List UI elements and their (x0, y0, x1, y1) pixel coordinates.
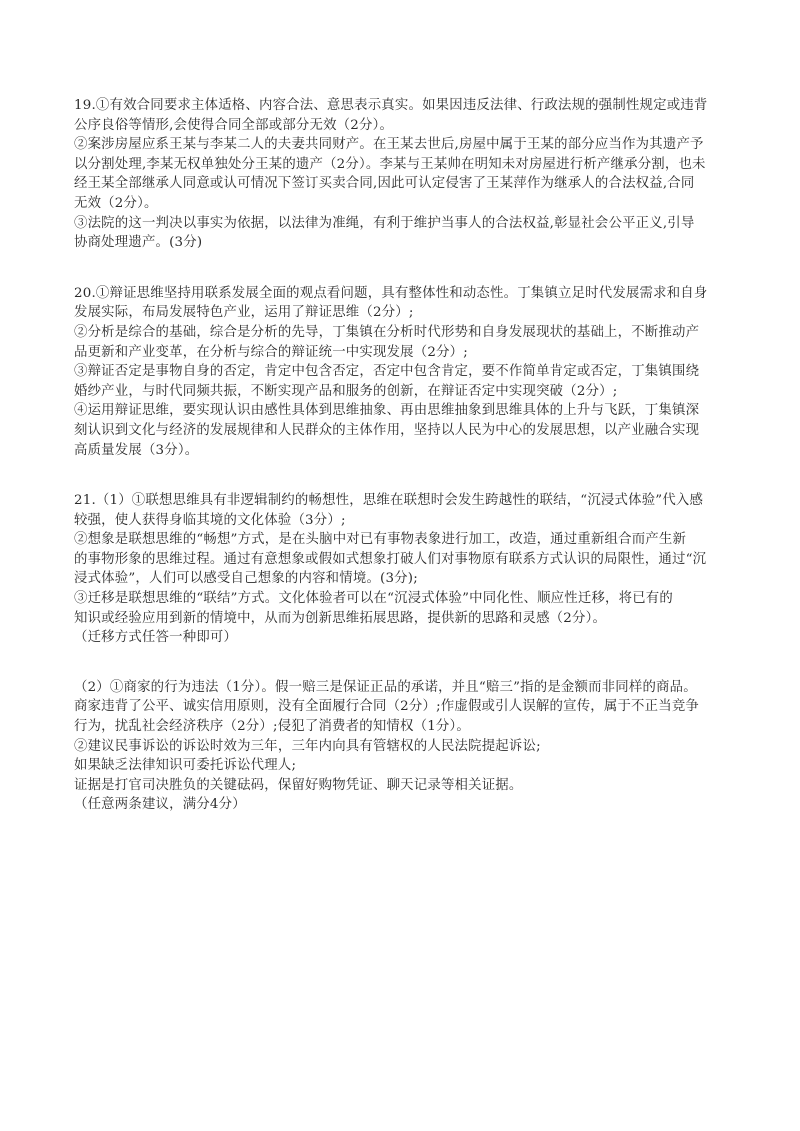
q21-2-line: 商家违背了公平、诚实信用原则，没有全面履行合同（2分）;作虚假或引人误解的宣传，属于不正当竞争 (74, 699, 700, 715)
q21-1-line: 21.（1）①联想思维具有非逻辑制约的畅想性，思维在联想时会发生跨越性的联结，“沉浸式体验”代入感 (74, 493, 704, 509)
q20-line: 发展实际，布局发展特色产业，运用了辩证思维（2分）; (74, 305, 414, 321)
q21-1-line: 浸式体验”，人们可以感受自己想象的内容和情境。(3分); (74, 571, 418, 587)
section-gap (74, 460, 736, 491)
q21-2-line: 行为，扰乱社会经济秩序（2分）;侵犯了消费者的知情权（1分）。 (74, 719, 470, 735)
q20-line: ②分析是综合的基础，综合是分析的先导，丁集镇在分析时代形势和自身发展现状的基础上，不断推动产 (74, 324, 700, 340)
q21-1-line: （迁移方式任答一种即可） (74, 630, 238, 646)
q20-line: 婚纱产业，与时代同频共振，不断实现产品和服务的创新，在辩证否定中实现突破（2分）; (74, 383, 618, 399)
q21-2-line: 证据是打官司决胜负的关键砝码，保留好购物凭证、聊天记录等相关证据。 (74, 777, 523, 793)
q19-line: 无效（2分）。 (74, 195, 158, 211)
q21-2-line: （2）①商家的行为违法（1分）。假一赔三是保证正品的承诺，并且“赔三”指的是金额而非同样的商品。 (74, 679, 697, 695)
q20-line: 刻认识到文化与经济的发展规律和人民群众的主体作用，坚持以人民为中心的发展思想，以产业融合实现 (74, 422, 700, 438)
q19-line: ③法院的这一判决以事实为依据，以法律为准绳，有利于维护当事人的合法权益,彰显社会公平正义,引导 (74, 215, 695, 231)
q21-1-line: 知识或经验应用到新的情境中，从而为创新思维拓展思路，提供新的思路和灵感（2分）。 (74, 610, 607, 626)
q19-line: 公序良俗等情形,会使得合同全部或部分无效（2分）。 (74, 117, 394, 133)
q20-line: 高质量发展（3分）。 (74, 442, 199, 458)
question-20-answer (74, 284, 736, 460)
q20-line: ③辩证否定是事物自身的否定，肯定中包含否定，否定中包含肯定，要不作简单肯定或否定，丁集镇围绕 (74, 364, 700, 380)
q20-line: ④运用辩证思维，要实现认识由感性具体到思维抽象、再由思维抽象到思维具体的上升与飞跃，丁集镇深 (74, 403, 700, 419)
section-gap (74, 648, 736, 678)
section-gap (74, 253, 736, 284)
q21-1-line: 较强，使人获得身临其境的文化体验（3分）; (74, 512, 346, 528)
q20-line: 20.①辩证思维坚持用联系发展全面的观点看问题，具有整体性和动态性。丁集镇立足时代发展需求和自身 (74, 285, 708, 301)
q21-1-line: ②想象是联想思维的“畅想”方式，是在头脑中对已有事物表象进行加工，改造，通过重新组合而产生新 (74, 532, 687, 548)
question-21-part-1-answer (74, 491, 736, 648)
q19-line: 19.①有效合同要求主体适格、内容合法、意思表示真实。如果因违反法律、行政法规的强制性规定或违背 (74, 98, 708, 113)
q19-line: 以分割处理,李某无权单独处分王某的遗产（2分）。李某与王某帅在明知未对房屋进行析产继承分割，也未 (74, 156, 706, 172)
q19-line: 经王某全部继承人同意或认可情况下签订买卖合同,因此可认定侵害了王某萍作为继承人的合法权益,合同 (74, 176, 695, 192)
q21-2-line: 如果缺乏法律知识可委托诉讼代理人; (74, 758, 297, 774)
question-19-answer (74, 96, 736, 253)
q21-1-line: 的事物形象的思维过程。通过有意想象或假如式想象打破人们对事物原有联系方式认识的局限性，通过“沉 (74, 551, 707, 567)
q21-2-line: ②建议民事诉讼的诉讼时效为三年，三年内向具有管辖权的人民法院提起诉讼; (74, 738, 541, 754)
q20-line: 品更新和产业变革，在分析与综合的辩证统一中实现发展（2分）; (74, 344, 468, 360)
q19-line: ②案涉房屋应系王某与李某二人的夫妻共同财产。在王某去世后,房屋中属于王某的部分应当作为其遗产予 (74, 137, 704, 153)
q19-line: 协商处理遗产。(3分) (74, 235, 203, 251)
q21-2-line: （任意两条建议，满分4分） (74, 797, 246, 813)
answer-content (74, 96, 736, 815)
q21-1-line: ③迁移是联想思维的“联结”方式。文化体验者可以在“沉浸式体验”中同化性、顺应性迁移，将已有的 (74, 591, 673, 607)
question-21-part-2-answer (74, 678, 736, 815)
